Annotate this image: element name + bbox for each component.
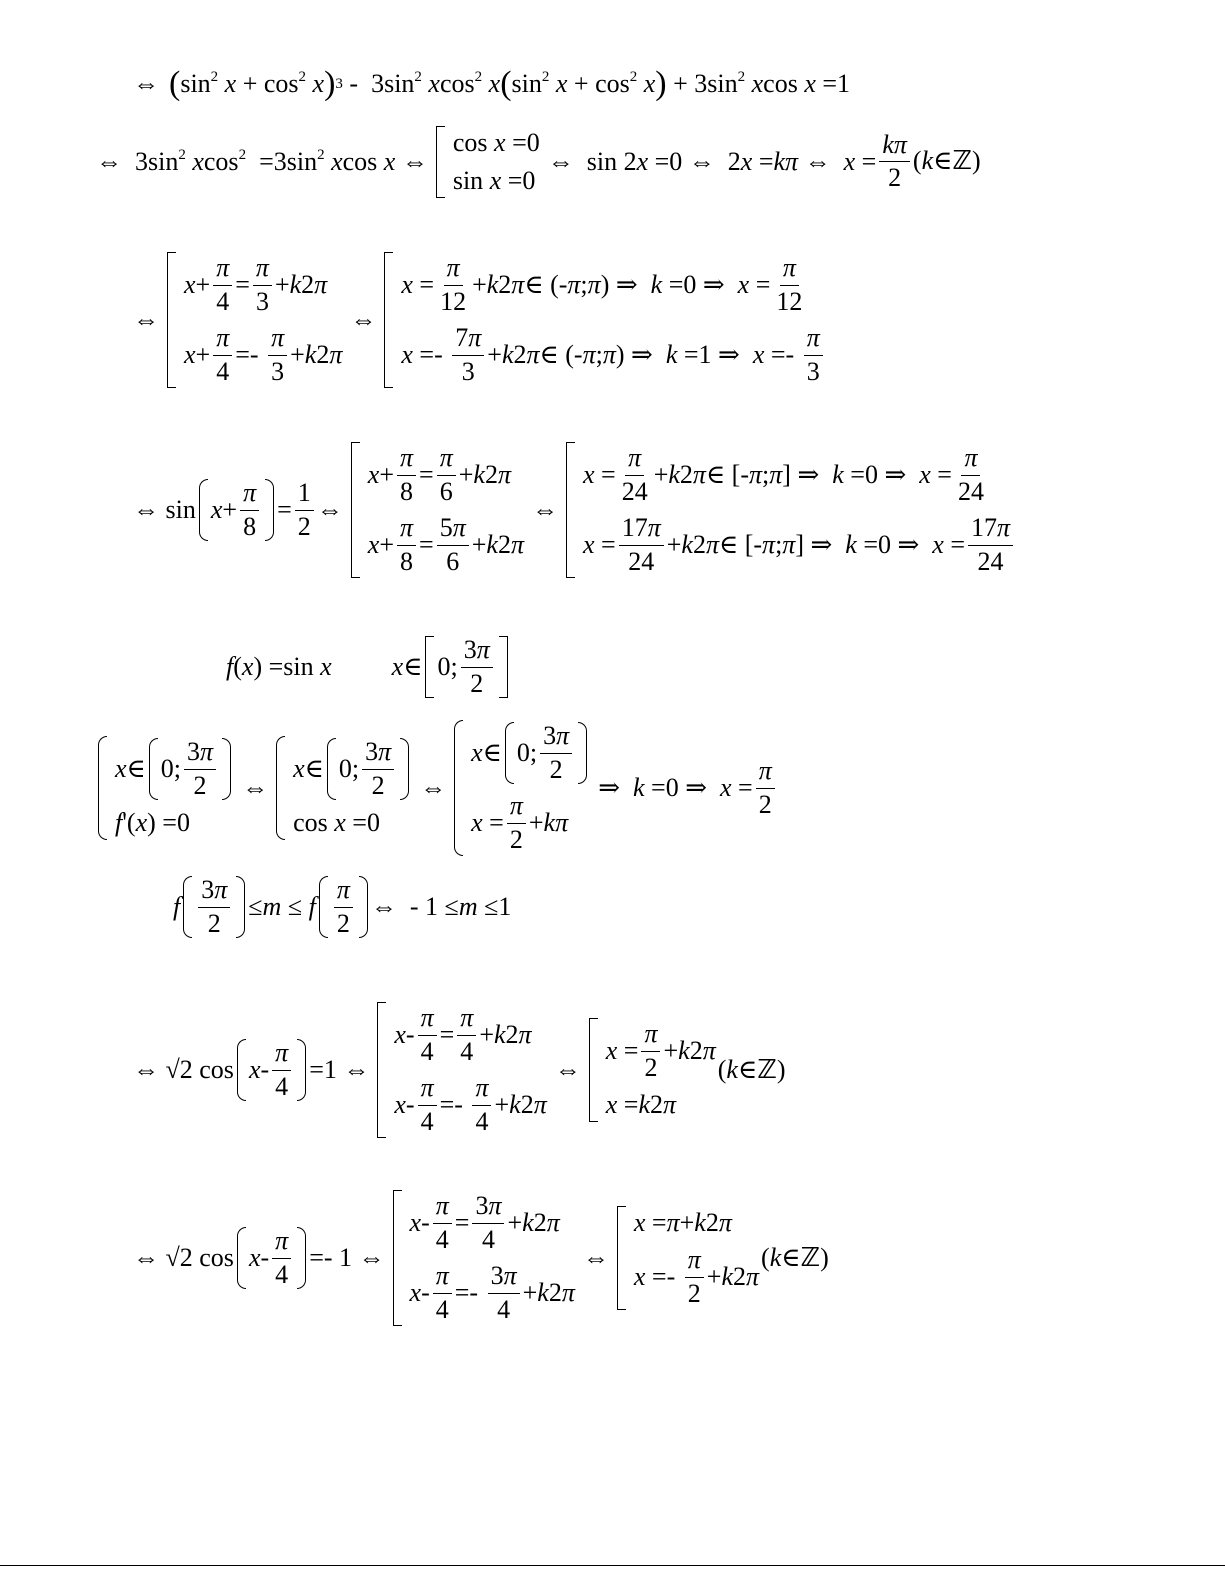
equation-6: x ∈ 0; $\frac{3\pi}{2}$ f '( x ) =0 ⇔ x ∈ 0; $\frac{3\pi}{2}$ cos x =0 ⇔ x ∈ 0; $\frac{3\pi}{2}$ x = $\frac{\pi}{2}$ + kπ ⇒ k =0 ⇒ x = $\frac{\pi}{2}$ <box>98 720 778 856</box>
equation-9: ⇔ √2 cos x - $\frac{\pi}{4}$ =- 1 ⇔ x - $\frac{\pi}{4}$ = $\frac{3\pi}{4}$ + k 2 π x - $\frac{\pi}{4}$ =- $\frac{3\pi}{4}$ + k 2 π ⇔ x = π + k 2 π x =- $\frac{\pi}{2}$ + k 2 π (k∈ℤ) <box>133 1190 829 1326</box>
equation-7: f $\frac{3\pi}{2}$ ≤m ≤ f $\frac{\pi}{2}$ ⇔ - 1 ≤m ≤1 <box>173 875 512 938</box>
equation-8: ⇔ √2 cos x - $\frac{\pi}{4}$ =1 ⇔ x - $\frac{\pi}{4}$ = $\frac{\pi}{4}$ + k 2 π x - $\frac{\pi}{4}$ =- $\frac{\pi}{4}$ + k 2 π ⇔ x = $\frac{\pi}{2}$ + k 2 π x = k 2 π (k∈ℤ) <box>133 1002 785 1138</box>
equation-3: ⇔ x + $\frac{\pi}{4}$ = $\frac{\pi}{3}$ + k 2 π x + $\frac{\pi}{4}$ =- $\frac{\pi}{3}$ + k 2 π ⇔ x = $\frac{\pi}{12}$ + k 2 π ∈ (- π ; π ) ⇒ k =0 ⇒ x = $\frac{\pi}{12}$ x =- $\frac{7\pi}{3}$ + k 2 π ∈ (- π ; π ) ⇒ k =1 ⇒ x =- $\frac{\pi}{3}$ <box>133 252 834 388</box>
equation-5: f(x) =sin x x∈ 0; $\frac{3\pi}{2}$ <box>226 636 511 698</box>
page-bottom-rule <box>0 1565 1225 1566</box>
equation-4: ⇔ sin x + $\frac{\pi}{8}$ = $\frac{1}{2}$ ⇔ x + $\frac{\pi}{8}$ = $\frac{\pi}{6}$ + k 2 π x + $\frac{\pi}{8}$ = $\frac{5\pi}{6}$ + k 2 π ⇔ x = $\frac{\pi}{24}$ + k 2 π ∈ [- π ; π ] ⇒ k =0 ⇒ x = $\frac{\pi}{24}$ x = $\frac{17\pi}{24}$ + k 2 π ∈ [- π ; π ] ⇒ k =0 ⇒ x = $\frac{17\pi}{24}$ <box>133 442 1024 578</box>
equation-1: ⇔ ( $\sin^2 x + \cos^2 x$ ) 3 - $3\sin^2$ xcos$^2$ x ( $\sin^2 x + \cos^2 x$ ) + $3\sin^2$ xcos x =1 <box>133 65 851 102</box>
equation-2: ⇔ $3\sin^2$ $xcos^2 =3\sin^2$ xcos x ⇔ cos x =0 sin x =0 ⇔ sin 2x =0 ⇔ 2x =kπ ⇔ x = $\frac{k\pi}{2}$ (k∈ℤ) <box>96 126 981 198</box>
